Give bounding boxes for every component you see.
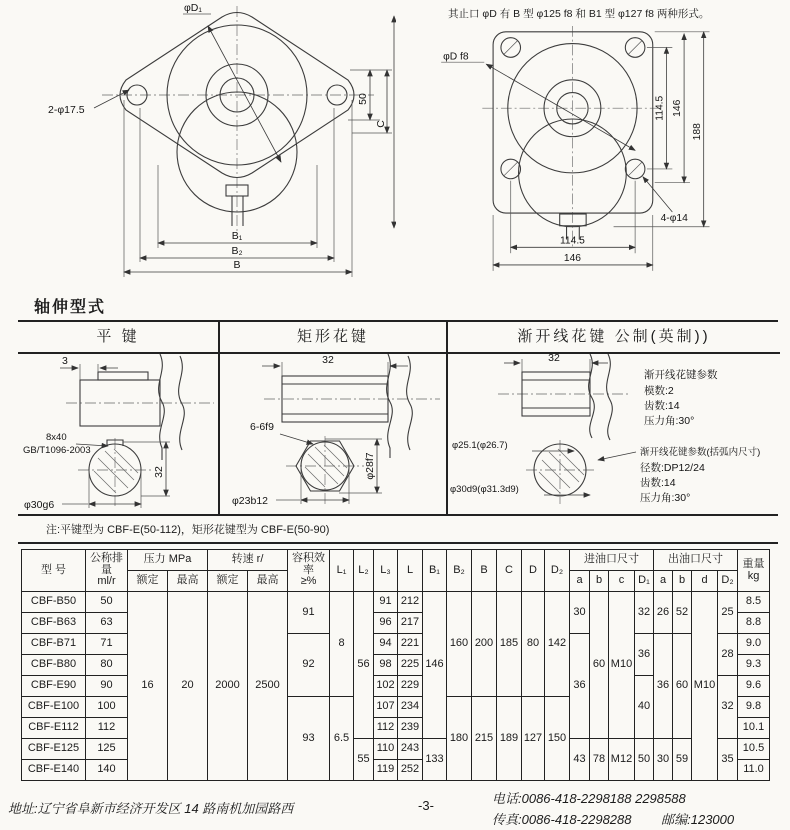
- dim-label-114-5-v: 114.5: [654, 95, 666, 121]
- header-efficiency-l1: 容积效率: [292, 552, 325, 576]
- spec-cell: 100: [86, 697, 128, 718]
- spec-cell: 20: [168, 592, 208, 781]
- spec-cell: 43: [570, 739, 590, 781]
- footer-address: 地址:辽宁省阜新市经济开发区 14 路南机加园路西: [8, 801, 294, 816]
- spec-cell: 225: [398, 655, 423, 676]
- weight-cell: 9.8: [738, 697, 770, 718]
- spec-cell: 252: [398, 760, 423, 781]
- spec-table: [21, 549, 770, 781]
- spec-cell: 92: [288, 634, 330, 697]
- model-cell: CBF-E140: [22, 760, 86, 781]
- spec-cell: 36: [570, 634, 590, 739]
- header-dim-c: C: [497, 550, 522, 592]
- page-number: -3-: [418, 798, 434, 813]
- weight-cell: 10.1: [738, 718, 770, 739]
- spec-cell: 112: [86, 718, 128, 739]
- involute-spline-header: 渐开线花键 公制(英制)): [448, 322, 780, 354]
- weight-cell: 9.0: [738, 634, 770, 655]
- involute-pressure-angle-2: 压力角:30°: [640, 492, 691, 504]
- spec-cell: 28: [718, 634, 738, 676]
- header-dim-b: B: [472, 550, 497, 592]
- spec-cell: 30: [570, 592, 590, 634]
- header-pressure: 压力 MPa: [128, 550, 208, 571]
- spec-cell: 8: [330, 592, 354, 697]
- footer-fax: 传真:0086-418-2298288: [492, 812, 632, 827]
- spec-cell: 146: [423, 592, 447, 739]
- weight-cell: 8.5: [738, 592, 770, 613]
- involute-pressure-angle: 压力角:30°: [644, 415, 695, 427]
- spec-cell: 107: [374, 697, 398, 718]
- dim-label-b1: B₁: [231, 230, 243, 242]
- spec-cell: 189: [497, 697, 522, 781]
- spec-cell: 94: [374, 634, 398, 655]
- spec-cell: 6.5: [330, 697, 354, 781]
- footer-contact: [456, 788, 782, 830]
- spec-cell: 200: [472, 592, 497, 697]
- weight-cell: 10.5: [738, 739, 770, 760]
- spec-cell: 140: [86, 760, 128, 781]
- spec-cell: 239: [398, 718, 423, 739]
- spec-cell: 50: [86, 592, 128, 613]
- header-inlet-c: c: [609, 571, 635, 592]
- spec-cell: 96: [374, 613, 398, 634]
- dim-label-114-5-h: 114.5: [559, 235, 585, 247]
- dim-label-key-32: 32: [153, 466, 165, 478]
- weight-cell: 8.8: [738, 613, 770, 634]
- spec-cell: 59: [673, 739, 692, 781]
- dim-label-phi23b12: φ23b12: [232, 495, 269, 507]
- header-dim-b2: B₂: [447, 550, 472, 592]
- spec-cell: 32: [635, 592, 654, 634]
- spec-cell: 102: [374, 676, 398, 697]
- spec-cell: 2500: [248, 592, 288, 781]
- header-dim-l1: L₁: [330, 550, 354, 592]
- key-standard-label: GB/T1096-2003: [23, 445, 91, 456]
- dim-label-key-3: 3: [62, 355, 68, 367]
- spec-cell: 234: [398, 697, 423, 718]
- model-cell: CBF-E112: [22, 718, 86, 739]
- dim-label-inv-32: 32: [548, 354, 560, 364]
- spec-cell: 243: [398, 739, 423, 760]
- header-dim-d: D: [522, 550, 545, 592]
- model-cell: CBF-B80: [22, 655, 86, 676]
- weight-cell: 11.0: [738, 760, 770, 781]
- involute-teeth-2: 齿数:14: [640, 477, 676, 489]
- spec-cell: 35: [718, 739, 738, 781]
- spec-cell: 91: [374, 592, 398, 613]
- weight-cell: 9.3: [738, 655, 770, 676]
- spec-cell: 160: [447, 592, 472, 697]
- involute-params2-title: 渐开线花键参数(括弧内尺寸): [640, 447, 761, 458]
- shaft-types-table: [18, 320, 778, 516]
- shaft-type-note: 注:平键型为 CBF-E(50-112)，矩形花键型为 CBF-E(50-90): [18, 516, 778, 544]
- involute-params-title: 渐开线花键参数: [644, 369, 718, 381]
- spec-cell: 133: [423, 739, 447, 781]
- spec-cell: 185: [497, 592, 522, 697]
- spec-cell: 229: [398, 676, 423, 697]
- spec-cell: 215: [472, 697, 497, 781]
- dim-label-inv-d2: φ30d9(φ31.3d9): [450, 484, 519, 495]
- key-spec-label: 8x40: [46, 432, 67, 443]
- weight-cell: 9.6: [738, 676, 770, 697]
- spec-cell: 52: [673, 592, 692, 634]
- header-displacement-l1: 公称排量: [90, 552, 123, 576]
- header-dim-l2: L₂: [354, 550, 374, 592]
- spec-cell: 36: [635, 634, 654, 676]
- spec-cell: 60: [590, 592, 609, 739]
- involute-teeth: 齿数:14: [644, 400, 680, 412]
- model-cell: CBF-B50: [22, 592, 86, 613]
- dim-label-holes-right: 4-φ14: [660, 212, 688, 224]
- header-inlet-b: b: [590, 571, 609, 592]
- header-dim-d2: D₂: [545, 550, 570, 592]
- spec-cell: 26: [654, 592, 673, 634]
- page-footer: [0, 788, 790, 830]
- header-speed: 转速 r/: [208, 550, 288, 571]
- dim-label-188: 188: [691, 122, 703, 140]
- shaft-section-title: 轴伸型式: [34, 299, 107, 316]
- header-displacement: [86, 550, 128, 592]
- dim-label-50: 50: [357, 93, 369, 105]
- spec-cell: M12: [609, 739, 635, 781]
- spec-cell: 32: [718, 676, 738, 739]
- spec-cell: 90: [86, 676, 128, 697]
- header-pressure-max: 最高: [168, 571, 208, 592]
- table-row: [22, 592, 770, 613]
- header-outlet-d2: D₂: [718, 571, 738, 592]
- spec-cell: 110: [374, 739, 398, 760]
- spec-cell: 56: [354, 592, 374, 739]
- dim-label-phi30g6: φ30g6: [24, 499, 55, 511]
- spec-cell: 221: [398, 634, 423, 655]
- header-outlet-a: a: [654, 571, 673, 592]
- header-inlet: 进油口尺寸: [570, 550, 654, 571]
- flat-key-drawing: [18, 354, 218, 514]
- header-speed-rated: 额定: [208, 571, 248, 592]
- header-weight-unit: kg: [747, 569, 760, 582]
- dim-label-146-h: 146: [563, 252, 582, 264]
- model-cell: CBF-B63: [22, 613, 86, 634]
- header-outlet-d: d: [692, 571, 718, 592]
- model-cell: CBF-E100: [22, 697, 86, 718]
- spec-cell: 71: [86, 634, 128, 655]
- spec-cell: 80: [86, 655, 128, 676]
- spec-cell: 150: [545, 697, 570, 781]
- spec-cell: 91: [288, 592, 330, 634]
- spec-cell: 30: [654, 739, 673, 781]
- header-dim-l: L: [398, 550, 423, 592]
- footer-fax-zip: [492, 809, 782, 828]
- spec-cell: M10: [609, 592, 635, 739]
- top-drawings: [0, 0, 790, 292]
- spec-cell: 60: [673, 634, 692, 739]
- spec-cell: 119: [374, 760, 398, 781]
- header-outlet: 出油口尺寸: [654, 550, 738, 571]
- spec-cell: 217: [398, 613, 423, 634]
- header-speed-max: 最高: [248, 571, 288, 592]
- spec-cell: 2000: [208, 592, 248, 781]
- spline-spec-label: 6-6f9: [250, 421, 274, 433]
- involute-dp: 径数:DP12/24: [640, 462, 705, 474]
- header-inlet-a: a: [570, 571, 590, 592]
- header-model: 型 号: [22, 550, 86, 592]
- header-efficiency: [288, 550, 330, 592]
- involute-spline-drawing: [448, 354, 780, 514]
- spec-cell: 40: [635, 676, 654, 739]
- dim-label-b: B: [233, 259, 241, 271]
- spec-cell: 50: [635, 739, 654, 781]
- front-view-square-flange: [396, 0, 790, 292]
- header-pressure-rated: 额定: [128, 571, 168, 592]
- dim-label-spline-32: 32: [322, 354, 334, 366]
- spigot-note: 其止口 φD 有 B 型 φ125 f8 和 B1 型 φ127 f8 两种形式。: [448, 8, 710, 20]
- spec-cell: 25: [718, 592, 738, 634]
- header-displacement-unit: ml/r: [97, 575, 116, 588]
- square-flange-drawing: [396, 24, 790, 292]
- spec-cell: M10: [692, 592, 718, 781]
- spec-cell: 93: [288, 697, 330, 781]
- dim-label-c: C: [375, 120, 387, 128]
- spec-cell: 212: [398, 592, 423, 613]
- header-dim-l3: L₃: [374, 550, 398, 592]
- model-cell: CBF-E125: [22, 739, 86, 760]
- header-efficiency-unit: ≥%: [300, 575, 317, 588]
- dim-label-phid1: φD₁: [184, 2, 202, 14]
- spec-cell: 112: [374, 718, 398, 739]
- dim-label-146-v: 146: [672, 99, 684, 117]
- involute-module: 模数:2: [644, 385, 674, 397]
- header-inlet-d1: D₁: [635, 571, 654, 592]
- flat-key-header: 平 键: [18, 322, 218, 354]
- dim-label-inv-d1: φ25.1(φ26.7): [452, 440, 508, 451]
- footer-phone: 电话:0086-418-2298188 2298588: [492, 791, 686, 806]
- spec-cell: 78: [590, 739, 609, 781]
- header-outlet-b: b: [673, 571, 692, 592]
- dim-label-phid-f8: φD f8: [443, 50, 469, 62]
- footer-zip: 邮编:123000: [661, 812, 735, 827]
- spec-cell: 125: [86, 739, 128, 760]
- spec-cell: 16: [128, 592, 168, 781]
- rect-spline-header: 矩形花键: [220, 322, 446, 354]
- header-dim-b1: B₁: [423, 550, 447, 592]
- header-weight: [738, 550, 770, 592]
- spec-cell: 142: [545, 592, 570, 697]
- dim-label-phi28f7: φ28f7: [364, 452, 376, 480]
- spec-cell: 98: [374, 655, 398, 676]
- spec-cell: 180: [447, 697, 472, 781]
- oval-flange-drawing: [0, 0, 396, 292]
- model-cell: CBF-B71: [22, 634, 86, 655]
- header-weight-l1: 重量: [742, 557, 765, 570]
- spec-cell: 80: [522, 592, 545, 697]
- spec-cell: 36: [654, 634, 673, 739]
- spec-cell: 55: [354, 739, 374, 781]
- dim-label-holes-left: 2-φ17.5: [48, 104, 85, 116]
- spec-cell: 63: [86, 613, 128, 634]
- table-header-row-1: [22, 550, 770, 571]
- flat-key-column: [18, 322, 220, 514]
- involute-spline-column: [448, 322, 780, 514]
- rect-spline-column: [220, 322, 448, 514]
- dim-label-b2: B₂: [231, 245, 243, 257]
- front-view-oval-flange: [0, 0, 396, 292]
- model-cell: CBF-E90: [22, 676, 86, 697]
- spec-cell: 127: [522, 697, 545, 781]
- rect-spline-drawing: [220, 354, 446, 514]
